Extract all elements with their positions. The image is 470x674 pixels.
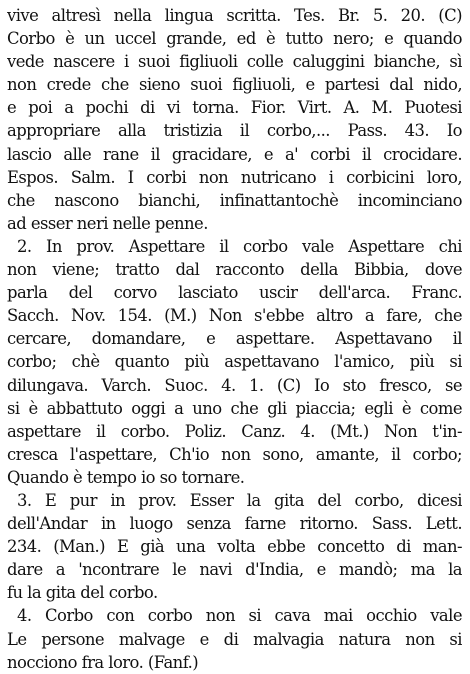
text-line: Sacch. Nov. 154. (M.) Non s'ebbe altro a fare, che — [7, 306, 462, 326]
text-line: appropriare alla tristizia il corbo,... Pass. 43. Io — [7, 121, 462, 141]
text-line: che nascono bianchi, infinattantochè incominciano — [7, 190, 462, 210]
text-line: cresca l'aspettare, Ch'io non sono, amante, il corbo; — [7, 444, 462, 464]
text-line: lascio alle rane il gracidare, e a' corbi il crocidare. — [7, 144, 462, 164]
sense-3-heading-line: 3. E pur in prov. Esser la gita del corbo, dicesi — [17, 490, 462, 510]
text-line: Quando è tempo io so tornare. — [7, 467, 245, 487]
sense-2-heading-line: 2. In prov. Aspettare il corbo vale Aspettare chi — [17, 236, 462, 256]
text-line: fu la gita del corbo. — [7, 583, 158, 603]
text-line: aspettare il corbo. Poliz. Canz. 4. (Mt.) Non t'in- — [7, 421, 462, 441]
text-line: non crede che sieno suoi figliuoli, e partesi dal nido, — [7, 75, 462, 95]
text-line: parla del corvo lasciato uscir dell'arca. Franc. — [7, 283, 462, 303]
text-line: vive altresì nella lingua scritta. Tes. Br. 5. 20. (C) — [7, 6, 462, 25]
text-line: cercare, domandare, e aspettare. Aspettavano il — [7, 329, 462, 349]
text-line: dell'Andar in luogo senza farne ritorno. Sass. Lett. — [7, 514, 462, 534]
text-line: e poi a pochi di vi torna. Fior. Virt. A. M. Puotesi — [7, 98, 462, 118]
text-line: si è abbattuto oggi a uno che gli piaccia; egli è come — [7, 398, 462, 418]
text-line: Espos. Salm. I corbi non nutricano i corbicini loro, — [7, 167, 462, 187]
text-line: nocciono fra loro. (Fanf.) — [7, 652, 199, 672]
text-line: 234. (Man.) E già una volta ebbe concetto di man- — [7, 537, 462, 557]
text-line: non viene; tratto dal racconto della Bibbia, dove — [7, 260, 462, 280]
text-line: Corbo è un uccel grande, ed è tutto nero; e quando — [7, 29, 462, 49]
text-line: ad esser neri nelle penne. — [7, 213, 208, 233]
text-line: corbo; chè quanto più aspettavano l'amico, più si — [7, 352, 462, 372]
text-line: dare a 'ncontrare le navi d'India, e mandò; ma la — [7, 560, 462, 580]
text-line: vede nascere i suoi figliuoli colle caluggini bianche, sì — [7, 52, 462, 72]
text-line: dilungava. Varch. Suoc. 4. 1. (C) Io sto fresco, se — [7, 375, 462, 395]
sense-4-heading-line: 4. Corbo con corbo non si cava mai occhio vale — [17, 606, 462, 626]
text-line: Le persone malvage e di malvagia natura non si — [7, 629, 462, 649]
